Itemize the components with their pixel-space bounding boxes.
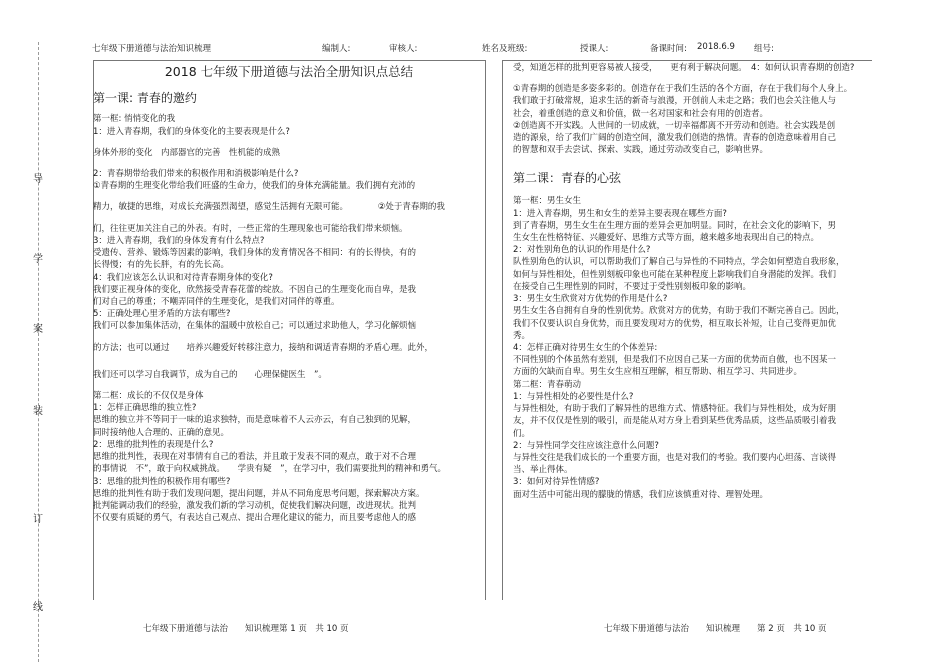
answer: 与异性交往是我们成长的一个重要方面，也是对我们的考验。我们要内心坦荡、言谈得: [513, 452, 837, 463]
answer: 我们敢于打破常规，追求生活的新奇与浪漫，开创前人未走之路；我们也会关注他人与: [513, 96, 837, 107]
answer: 受，知道怎样的批判更容易被人接受， 更有利于解决问题。 4：如何认识青春期的创造?: [513, 63, 855, 73]
answer: 生女生在性格特征、兴趣爱好、思维方式等方面，越来越多地表现出自己的特点。: [513, 233, 820, 244]
answer: 到了青春期，男生女生在生理方面的差异会更加明显。同时，在社会文化的影响下，男: [513, 220, 837, 231]
answer: 的事情说 不”，敢于向权威挑战。 学贵有疑 ”，在学习中，我们需要批判的精神和勇气。: [93, 464, 447, 475]
lesson-1-heading: 第一课: 青春的邀约: [93, 90, 197, 105]
binding-label-ding: 订: [33, 514, 43, 525]
question: 3：思维的批判性的积极作用有哪些?: [93, 476, 231, 487]
binding-dashed-line: [38, 42, 39, 662]
answer: 面对生活中可能出现的朦胧的情感，我们应该慎重对待、理智处理。: [513, 489, 769, 500]
answer: ①青春期的创造是多姿多彩的。创造存在于我们生活的各个方面，存在于我们每个人身上。: [513, 84, 853, 95]
answer: 们对自己的尊重；不嘲弄同伴的生理变化，是我们对同伴的尊重。: [93, 296, 340, 307]
answer: 我们还可以学习自我调节，成为自己的 心理保健医生 ”。: [93, 369, 327, 380]
question: 2：对性别角色的认识的作用是什么?: [513, 245, 651, 256]
question: 3：如何对待异性情感?: [513, 477, 600, 488]
binding-label-xian: 线: [33, 602, 43, 613]
question: 3：进入青春期，我们的身体发育有什么特点?: [93, 235, 265, 246]
header-course: 七年级下册道德与法治知识梳理: [92, 44, 212, 54]
question: 1：进入青春期，我们的身体变化的主要表现是什么?: [93, 126, 290, 137]
answer: 思维的批判性有助于我们发现问题，提出问题，并从不同角度思考问题，探索解决方案。: [93, 488, 425, 499]
answer: 与异性相处，有助于我们了解异性的思维方式、情感特征。我们与异性相处，成为好朋: [513, 404, 837, 415]
answer: 的智慧和双手去尝试、探索、实践，通过劳动改变自己，影响世界。: [513, 145, 769, 156]
answer: 批判能调动我们的经验，激发我们新的学习动机，促使我们解决问题，改进现状。批判: [93, 501, 417, 512]
header-group: 组号:: [754, 44, 774, 54]
footer-left-page-number: 七年级下册道德与法治 知识梳理第 1 页 共 10 页: [143, 624, 349, 634]
answer: 方面的欠缺而自卑。男生女生应相互理解，相互帮助、相互学习、共同进步。: [513, 367, 803, 378]
answer: 如何与异性相处，但性别刻板印象也可能在某种程度上影响我们自身潜能的发挥。我们: [513, 269, 837, 280]
answer: 在接受自己生理性别的同时，不要过于受性别刻板印象的影响。: [513, 281, 752, 292]
section-heading: 第二框：成长的不仅仅是身体: [93, 391, 204, 402]
question: 2：青春期带给我们带来的积极作用和消极影响是什么?: [93, 168, 299, 179]
header-date-label: 备课时间:: [650, 44, 687, 54]
question: 2：思维的批判性的表现是什么?: [93, 439, 214, 450]
section-heading: 第一框: 悄悄变化的我: [93, 114, 176, 125]
answer: 思维的批判性，表现在对事情有自己的看法，并且敢于发表不同的观点，敢于对不合理: [93, 452, 417, 463]
answer: 男生女生各自拥有自身的性别优势。欣赏对方的优势，有助于我们不断完善自己。因此，: [513, 306, 845, 317]
footer-right-page-number: 七年级下册道德与法治 知识梳理 第 2 页 共 10 页: [604, 624, 827, 634]
answer: ①青春期的生理变化带给我们旺盛的生命力，使我们的身体充满能量。我们拥有充沛的: [93, 181, 416, 192]
answer: 们，往往更加关注自己的外表。有时，一些正常的生理现象也可能给我们带来烦恼。: [93, 223, 408, 234]
answer: 当、举止得体。: [513, 465, 573, 476]
section-heading: 第二框：青春萌动: [513, 379, 582, 390]
binding-label-xue: 学: [33, 254, 43, 265]
question: 1：怎样正确思维的独立性?: [93, 403, 197, 414]
left-column: [93, 62, 485, 525]
header-reviewer: 审核人:: [389, 44, 418, 54]
answer: 们。: [513, 428, 531, 439]
answer: 同时接纳他人合理的、正确的意见。: [93, 427, 230, 438]
question: 2：与异性同学交往应该注意什么问题?: [513, 440, 659, 451]
question: 4：我们应该怎么认识和对待青春期身体的变化?: [93, 272, 273, 283]
answer: 身体外形的变化 内部器官的完善 性机能的成熟: [93, 147, 281, 158]
lesson-2-heading: 第二课：青春的心弦: [513, 170, 622, 185]
binding-label-an: 案: [33, 324, 43, 335]
answer: 秀。: [513, 330, 531, 341]
left-frame-right-border: [485, 60, 486, 600]
question: 1：进入青春期，男生和女生的差异主要表现在哪些方面?: [513, 208, 727, 219]
answer: 我们可以参加集体活动，在集体的温暖中放松自己；可以通过求助他人，学习化解烦恼: [93, 321, 417, 332]
answer: 我们不仅要认识自身优势，而且要发现对方的优势，相互取长补短，让自己变得更加优: [513, 318, 837, 329]
answer: 队性别角色的认识，可以帮助我们了解自己与异性的不同特点，学会如何塑造自我形象，: [513, 257, 845, 268]
answer: 受遗传、营养、锻炼等因素的影响，我们身体的发育情况各不相同：有的长得快，有的: [93, 248, 417, 259]
document-title: 2018 七年级下册道德与法治全册知识点总结: [164, 64, 414, 79]
binding-label-dao: 导: [33, 174, 43, 185]
header-name-class: 姓名及班级:: [482, 44, 528, 54]
answer: 的方法；也可以通过 培养兴趣爱好转移注意力，接纳和调适青春期的矛盾心理。此外，: [93, 342, 434, 353]
answer: 我们要正视身体的变化，欣然接受青春花蕾的绽放。不因自己的生理变化而自卑，是我: [93, 284, 417, 295]
section-heading: 第一框：男生女生: [513, 196, 582, 207]
answer: 不仅要有质疑的勇气，有表达自己观点、提出合理化建议的能力，而且要考虑他人的感: [93, 513, 417, 524]
question: 1：与异性相处的必要性是什么?: [513, 391, 634, 402]
right-frame-border: [502, 60, 503, 600]
answer: 社会，着重创造的意义和价值，做一名对国家和社会有用的创造者。: [513, 108, 769, 119]
header-teacher: 授课人:: [580, 44, 609, 54]
right-frame-top: [502, 60, 872, 61]
left-frame-top: [93, 60, 485, 61]
page-header: [92, 42, 852, 56]
answer: 友，并不仅仅是性别的吸引，而是能从对方身上看到某些优秀品质，这些品质吸引着我: [513, 416, 837, 427]
answer: 不同性别的个体虽然有差别，但是我们不应因自己某一方面的优势而自傲，也不因某一: [513, 355, 837, 366]
binding-label-zhuang: 装: [33, 406, 43, 417]
answer: 长得慢；有的先长胖，有的先长高。: [93, 260, 230, 271]
right-column: [513, 62, 871, 502]
question: 5：正确处理心里矛盾的方法有哪些?: [93, 309, 231, 320]
answer: 思维的独立并不等同于一味的追求独特，而是意味着不人云亦云，有自己独到的见解，: [93, 415, 417, 426]
answer: ②创造离不开实践。人世间的一切成就，一切幸福都离不开劳动和创造。社会实践是创: [513, 120, 836, 131]
header-date: 2018.6.9: [697, 42, 735, 52]
answer: 造的源泉，给了我们广阔的创造空间，激发我们创造的热情。青春的创造意味着用自己: [513, 133, 837, 144]
answer: 精力，敏捷的思维，对成长充满强烈渴望，感觉生活拥有无限可能。 ②处于青春期的我: [93, 202, 445, 213]
question: 3：男生女生欣赏对方优势的作用是什么?: [513, 294, 668, 305]
question: 4：怎样正确对待男生女生的个体差异:: [513, 342, 658, 353]
header-editor: 编制人:: [322, 44, 351, 54]
